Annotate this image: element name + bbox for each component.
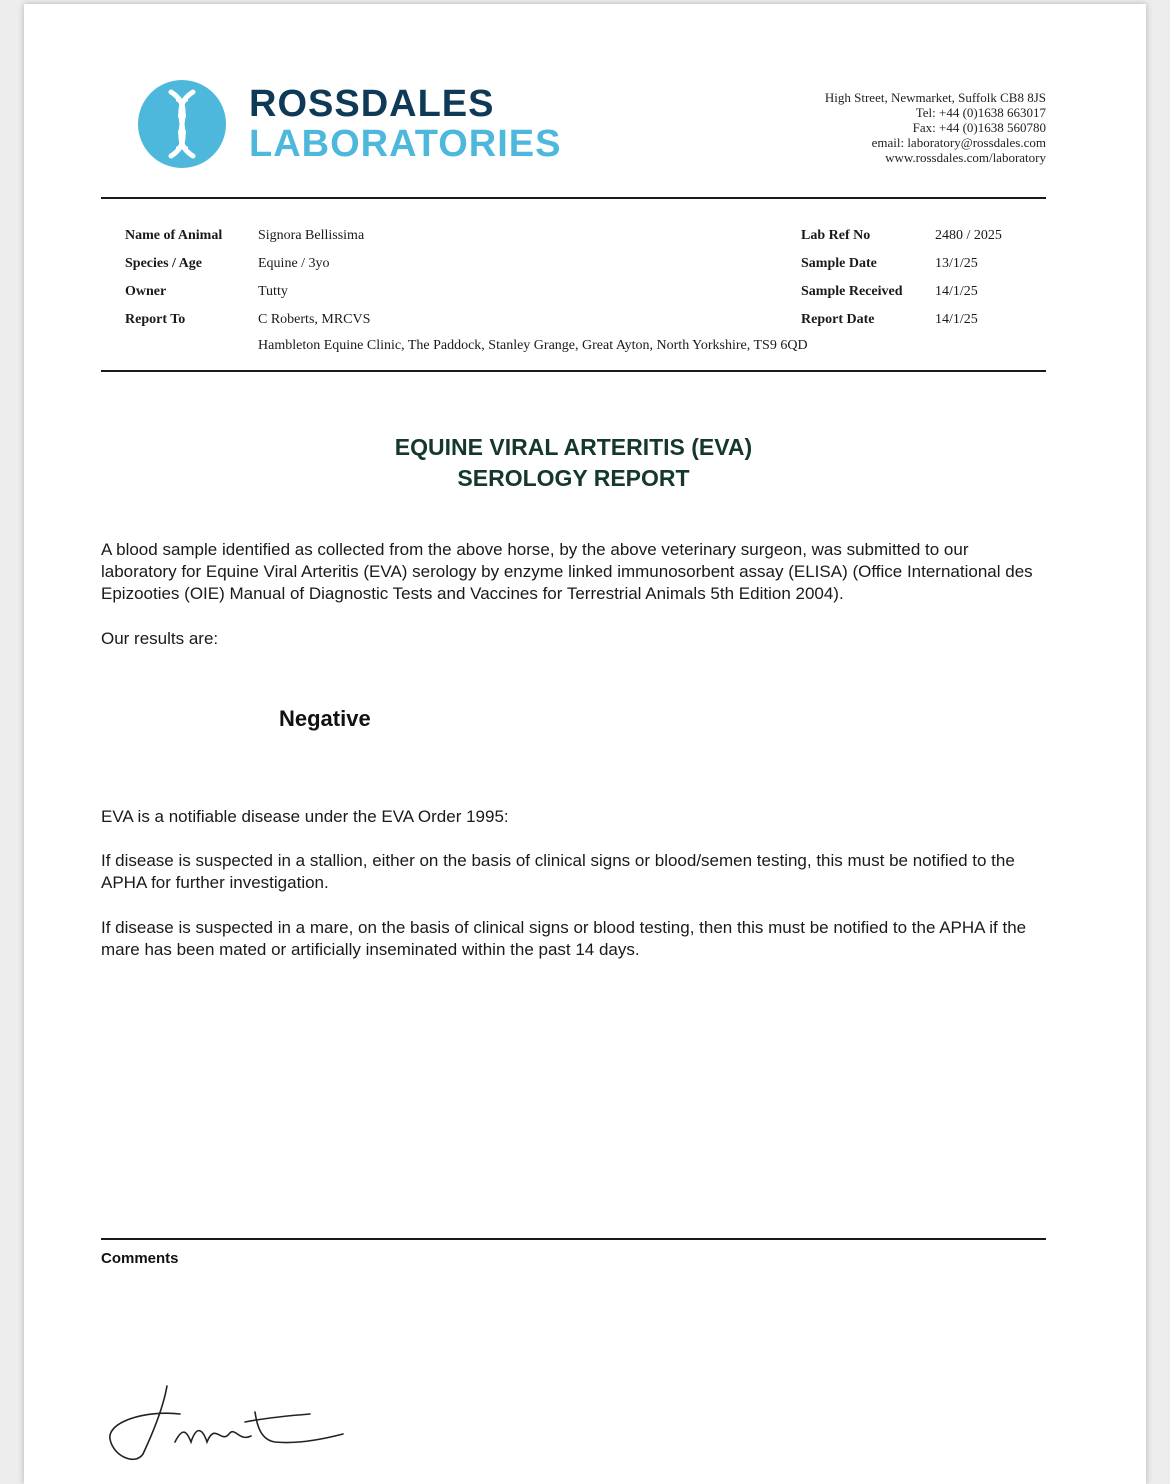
report-date-value: 14/1/25: [935, 312, 978, 327]
signature: [105, 1384, 350, 1464]
lab-website: www.rossdales.com/laboratory: [885, 150, 1046, 165]
report-to-label: Report To: [125, 312, 186, 327]
lab-ref-value: 2480 / 2025: [935, 228, 1002, 243]
name-of-animal-value: Signora Bellissima: [258, 228, 365, 243]
lab-address: High Street, Newmarket, Suffolk CB8 8JS: [824, 90, 1046, 105]
dna-logo-icon: [138, 80, 226, 168]
notifiable-statement: EVA is a notifiable disease under the EVA Order 1995:: [101, 807, 509, 826]
report-to-value: C Roberts, MRCVS: [258, 312, 371, 327]
lab-telephone: Tel: +44 (0)1638 663017: [915, 105, 1046, 120]
report-title-line2: SEROLOGY REPORT: [457, 465, 690, 491]
comments-label: Comments: [101, 1250, 179, 1267]
test-result: Negative: [279, 706, 371, 731]
results-intro: Our results are:: [101, 629, 219, 648]
lab-email: email: laboratory@rossdales.com: [871, 135, 1046, 150]
owner-value: Tutty: [258, 284, 288, 299]
lab-fax: Fax: +44 (0)1638 560780: [912, 120, 1046, 135]
report-title: [101, 432, 1046, 494]
report-page: [24, 4, 1146, 1484]
divider-bottom: [101, 1238, 1046, 1240]
stallion-note: If disease is suspected in a stallion, either on the basis of clinical signs or blood/semen testing, this must be notified to the APHA for further investigation.: [101, 851, 1015, 892]
report-date-label: Report Date: [801, 312, 875, 327]
lab-ref-label: Lab Ref No: [801, 228, 871, 243]
divider-top: [101, 197, 1046, 199]
contact-block: [726, 90, 1046, 165]
species-age-value: Equine / 3yo: [258, 256, 330, 271]
brand-name-line1: ROSSDALES: [249, 83, 495, 125]
sample-received-value: 14/1/25: [935, 284, 978, 299]
owner-label: Owner: [125, 284, 167, 299]
sample-date-value: 13/1/25: [935, 256, 978, 271]
divider-middle: [101, 370, 1046, 372]
intro-paragraph: A blood sample identified as collected from the above horse, by the above veterinary surgeon, was submitted to our laboratory for Equine Viral Arteritis (EVA) serology by enzyme linked immunosorbent assay (ELISA) (Office International des Epizooties (OIE) Manual of Diagnostic Tests and Vaccines for Terrestrial Animals 5th Edition 2004).: [101, 540, 1033, 603]
report-title-line1: EQUINE VIRAL ARTERITIS (EVA): [394, 434, 753, 460]
clinic-address: Hambleton Equine Clinic, The Paddock, Stanley Grange, Great Ayton, North Yorkshire, TS9 6QD: [258, 338, 808, 353]
mare-note: If disease is suspected in a mare, on the basis of clinical signs or blood testing, then this must be notified to the APHA if the mare has been mated or artificially inseminated within the past 14 days.: [101, 918, 1027, 959]
sample-date-label: Sample Date: [801, 256, 877, 271]
name-of-animal-label: Name of Animal: [125, 228, 223, 243]
sample-received-label: Sample Received: [801, 284, 903, 299]
species-age-label: Species / Age: [125, 256, 202, 271]
brand-name-line2: LABORATORIES: [249, 123, 562, 165]
